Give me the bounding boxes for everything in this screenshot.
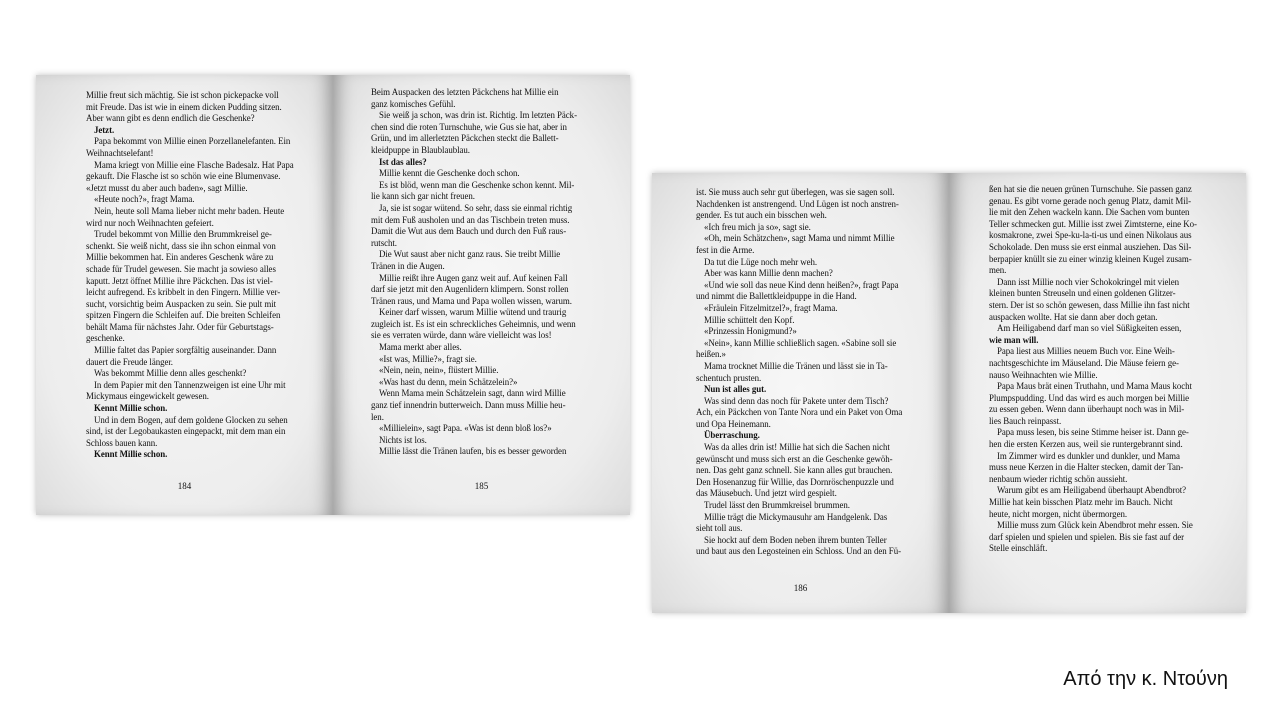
- text-line: Ist das alles?: [379, 156, 427, 167]
- text-line: zugleich ist. Es ist ein schreckliches Geheimnis, und wenn: [371, 318, 576, 329]
- text-line: und Opa Heinemann.: [696, 418, 771, 429]
- text-line: schenkt. Sie weiß nicht, dass sie ihn schon einmal von: [86, 240, 276, 251]
- text-line: nauso Weihnachten wie Millie.: [989, 369, 1098, 380]
- text-line: Papa muss lesen, bis seine Stimme heiser ist. Dann ge-: [997, 427, 1189, 438]
- text-line: kleinen bunten Streuseln und einen goldenen Glitzer-: [989, 288, 1176, 299]
- text-line: Im Zimmer wird es dunkler und dunkler, und Mama: [997, 450, 1180, 461]
- text-line: stern. Der ist so schön gewesen, dass Millie ihn fast nicht: [989, 299, 1190, 310]
- text-line: behält Mama für nächstes Jahr. Oder für Geburtstags-: [86, 321, 274, 332]
- text-line: und nimmt die Ballettkleidpuppe in die Hand.: [696, 291, 857, 302]
- page-number: 185: [474, 481, 489, 491]
- text-line: Schokolade. Den muss sie erst einmal ausziehen. Das Sil-: [989, 241, 1192, 252]
- text-line: Den Hosenanzug für Willie, das Dornröschenpuzzle und: [696, 476, 894, 487]
- text-line: Millie faltet das Papier sorgfältig auseinander. Dann: [94, 345, 277, 356]
- text-line: Am Heiligabend darf man so viel Süßigkeiten essen,: [997, 323, 1182, 334]
- text-line: heißen.»: [696, 349, 726, 360]
- text-line: Mama trocknet Millie die Tränen und lässt sie in Ta-: [704, 360, 888, 371]
- text-line: Teller schmecken gut. Millie isst zwei Zimtsterne, eine Ko-: [989, 218, 1197, 229]
- text-line: «Fräulein Fitzelmitzel?», fragt Mama.: [704, 302, 838, 313]
- text-line: men.: [989, 265, 1007, 276]
- text-line: Millie muss zum Glück kein Abendbrot mehr essen. Sie: [997, 520, 1193, 531]
- text-line: nenbaum wieder richtig schön aussieht.: [989, 473, 1128, 484]
- text-line: spitzen Fingern die Schleifen auf. Die breiten Schleifen: [86, 310, 281, 321]
- text-line: Plumpspudding. Und das wird es auch morgen bei Millie: [989, 392, 1190, 403]
- text-line: Millie lässt die Tränen laufen, bis es besser geworden: [379, 446, 567, 457]
- text-line: lie mit den Zehen wackeln kann. Die Sachen vom bunten: [989, 207, 1190, 218]
- text-line: «Nein», kann Millie schließlich sagen. «Sabine soll sie: [704, 337, 897, 348]
- text-line: Schloss bauen kann.: [86, 437, 158, 448]
- page-text: [989, 184, 1220, 555]
- text-line: heute, nicht morgen, nicht übermorgen.: [989, 508, 1128, 519]
- text-line: Stelle einschläft.: [989, 543, 1048, 554]
- text-line: hen die ersten Kerzen aus, weil sie runtergebrannt sind.: [989, 439, 1183, 450]
- text-line: sucht, vorsichtig beim Auspacken zu sein. Sie pult mit: [86, 298, 277, 309]
- text-line: geschenke.: [86, 333, 125, 344]
- text-line: darf spielen und spielen und spielen. Bis sie fast auf der: [989, 531, 1185, 542]
- text-line: Ach, ein Päckchen von Tante Nora und ein Paket von Oma: [696, 407, 903, 418]
- text-line: Jetzt.: [94, 124, 115, 135]
- text-line: Grün, und im allerletzten Päckchen steckt die Ballett-: [371, 133, 559, 144]
- text-line: Aber wann gibt es denn endlich die Geschenke?: [86, 113, 255, 124]
- credit-caption: Από την κ. Ντούνη: [1063, 668, 1228, 690]
- text-line: Millie freut sich mächtig. Sie ist schon pickepacke voll: [86, 90, 279, 100]
- text-line: sieht toll aus.: [696, 523, 743, 534]
- text-line: Papa liest aus Millies neuem Buch vor. Eine Weih-: [997, 346, 1175, 357]
- text-line: Nun ist alles gut.: [704, 384, 767, 395]
- text-line: kaputt. Jetzt öffnet Millie ihre Päckchen. Das ist viel-: [86, 275, 273, 286]
- text-line: auspacken wollte. Hat sie dann aber doch getan.: [989, 311, 1158, 322]
- text-line: Nein, heute soll Mama lieber nicht mehr baden. Heute: [94, 205, 285, 216]
- text-line: «Heute noch?», fragt Mama.: [94, 194, 195, 205]
- text-line: ganz tief innendrin butterweich. Dann muss Millie heu-: [371, 400, 566, 411]
- page-number: 186: [793, 583, 808, 593]
- text-line: zu essen geben. Wenn dann überhaupt noch was in Mil-: [989, 404, 1185, 415]
- text-line: gender. Es tut auch ein bisschen weh.: [696, 210, 827, 221]
- text-line: ganz komisches Gefühl.: [371, 98, 456, 109]
- text-line: Überraschung.: [704, 430, 760, 441]
- text-line: ßen hat sie die neuen grünen Turnschuhe. Sie passen ganz: [989, 184, 1192, 194]
- text-line: Es ist blöd, wenn man die Geschenke schon kennt. Mil-: [379, 179, 575, 190]
- text-line: «Prinzessin Honigmund?»: [704, 326, 797, 337]
- text-line: lie kann sich gar nicht freuen.: [371, 191, 475, 202]
- text-line: nachtsgeschichte im Mäuseland. Die Mäuse feiern ge-: [989, 357, 1179, 368]
- text-line: das Mäusebuch. Und jetzt wird gespielt.: [696, 488, 837, 499]
- text-line: Beim Auspacken des letzten Päckchens hat Millie ein: [371, 87, 559, 97]
- text-line: schade für Trudel gewesen. Sie macht ja sowieso alles: [86, 263, 276, 274]
- text-line: Warum gibt es am Heiligabend überhaupt Abendbrot?: [997, 485, 1187, 496]
- text-line: chen sind die roten Turnschuhe, wie Gus sie hat, aber in: [371, 121, 567, 132]
- text-line: Trudel lässt den Brummkreisel brummen.: [704, 500, 850, 511]
- page-number: 184: [177, 481, 192, 491]
- text-line: Dann isst Millie noch vier Schokokringel mit vielen: [997, 276, 1180, 287]
- text-line: Millie trägt die Mickymausuhr am Handgelenk. Das: [704, 511, 888, 522]
- book-page-187: [949, 173, 1246, 613]
- text-line: Damit die Wut aus dem Bauch und durch den Fuß raus-: [371, 226, 567, 237]
- text-line: genau. Es gibt vorne gerade noch genug Platz, damit Mil-: [989, 195, 1192, 206]
- text-line: Und in dem Bogen, auf dem goldene Glocken zu sehen: [94, 414, 288, 425]
- text-line: Millie bekommen hat. Ein anderes Geschenk wäre zu: [86, 252, 274, 263]
- text-line: Die Wut saust aber nicht ganz raus. Sie treibt Millie: [379, 249, 561, 260]
- book-page-185: [333, 75, 630, 515]
- text-line: «Was hast du denn, mein Schätzelein?»: [379, 376, 518, 387]
- text-line: Nichts ist los.: [379, 434, 427, 445]
- text-line: Papa Maus brät einen Truthahn, und Mama Maus kocht: [997, 381, 1192, 392]
- text-line: Was da alles drin ist! Millie hat sich die Sachen nicht: [704, 442, 890, 453]
- text-line: nen. Das geht ganz schnell. Sie kann alles gut brauchen.: [696, 465, 893, 476]
- text-line: Weihnachtselefant!: [86, 147, 154, 158]
- text-line: kosmakrone, zwei Spe-ku-la-ti-us und einen Nikolaus aus: [989, 230, 1192, 241]
- text-line: berpapier knüllt sie zu einer winzig kleinen Kugel zusam-: [989, 253, 1192, 264]
- text-line: In dem Papier mit den Tannenzweigen ist eine Uhr mit: [94, 379, 286, 390]
- text-line: Tränen raus, und Mama und Papa wollen wissen, warum.: [371, 295, 572, 306]
- book-page-186: [652, 173, 949, 613]
- text-line: schentuch prusten.: [696, 372, 762, 383]
- text-line: wie man will.: [989, 334, 1039, 345]
- text-line: leicht aufregend. Es kribbelt in den Fingern. Millie ver-: [86, 287, 281, 298]
- text-line: Sie weiß ja schon, was drin ist. Richtig. Im letzten Päck-: [379, 110, 577, 121]
- text-line: Millie schüttelt den Kopf.: [704, 314, 795, 325]
- text-line: wird nur noch Weihnachten gefeiert.: [86, 217, 214, 228]
- text-line: sie es verraten würde, dann wäre vielleicht was los!: [371, 330, 552, 341]
- text-line: gekauft. Die Flasche ist so schön wie eine Blumenvase.: [86, 171, 281, 182]
- text-line: «Ich freu mich ja so», sagt sie.: [704, 221, 811, 232]
- text-line: Was sind denn das noch für Pakete unter dem Tisch?: [704, 395, 889, 406]
- book-spread-184-185: [36, 75, 630, 515]
- text-line: Mama kriegt von Millie eine Flasche Badesalz. Hat Papa: [94, 159, 294, 170]
- text-line: Aber was kann Millie denn machen?: [704, 268, 833, 279]
- text-line: sind, ist der Legobaukasten eingepackt, mit dem man ein: [86, 426, 286, 437]
- text-line: Was bekommt Millie denn alles geschenkt?: [94, 368, 247, 379]
- text-line: Nachdenken ist anstrengend. Und Lügen ist noch anstren-: [696, 198, 899, 209]
- text-line: Trudel bekommt von Millie den Brummkreisel ge-: [94, 229, 272, 240]
- text-line: «Oh, mein Schätzchen», sagt Mama und nimmt Millie: [704, 233, 895, 244]
- text-line: Millie hat kein bisschen Platz mehr im Bauch. Nicht: [989, 497, 1173, 508]
- text-line: darf sie jetzt mit den Augenlidern klimpern. Sonst rollen: [371, 284, 569, 295]
- text-line: rutscht.: [371, 237, 397, 248]
- text-line: mit Freude. Das ist wie in einem dicken Pudding sitzen.: [86, 101, 282, 112]
- text-line: Kennt Millie schon.: [94, 449, 168, 460]
- text-line: mit dem Fuß ausholen und an das Tischbein treten muss.: [371, 214, 570, 225]
- text-line: len.: [371, 411, 384, 422]
- text-line: Millie reißt ihre Augen ganz weit auf. Auf keinen Fall: [379, 272, 568, 283]
- page-text: [371, 87, 592, 458]
- text-line: und baut aus den Legosteinen ein Schloss. Und an den Fü-: [696, 546, 901, 557]
- page-text: [86, 90, 303, 461]
- text-line: Papa bekommt von Millie einen Porzellanelefanten. Ein: [94, 136, 291, 147]
- text-line: Ja, sie ist sogar wütend. So sehr, dass sie einmal richtig: [379, 202, 573, 213]
- text-line: kleidpuppe in Blaublaublau.: [371, 144, 470, 155]
- text-line: Wenn Mama mein Schätzelein sagt, dann wird Millie: [379, 388, 566, 399]
- text-line: lies Bauch reinpasst.: [989, 415, 1062, 426]
- text-line: Mickymaus eingewickelt gewesen.: [86, 391, 209, 402]
- text-line: «Nein, nein, nein», flüstert Millie.: [379, 365, 499, 376]
- text-line: Millie kennt die Geschenke doch schon.: [379, 168, 520, 179]
- text-line: dauert die Freude länger.: [86, 356, 173, 367]
- text-line: Sie hockt auf dem Boden neben ihrem bunten Teller: [704, 534, 887, 545]
- text-line: Da tut die Lüge noch mehr weh.: [704, 256, 818, 267]
- text-line: «Millielein», sagt Papa. «Was ist denn bloß los?»: [379, 423, 552, 434]
- book-page-184: [36, 75, 333, 515]
- text-line: Kennt Millie schon.: [94, 403, 168, 414]
- text-line: «Ist was, Millie?», fragt sie.: [379, 353, 477, 364]
- text-line: Keiner darf wissen, warum Millie wütend und traurig: [379, 307, 567, 318]
- text-line: «Jetzt musst du aber auch baden», sagt Millie.: [86, 182, 248, 193]
- text-line: ist. Sie muss auch sehr gut überlegen, was sie sagen soll.: [696, 187, 895, 197]
- text-line: Mama merkt aber alles.: [379, 342, 462, 353]
- text-line: gewünscht und muss sich erst an die Geschenke gewöh-: [696, 453, 893, 464]
- text-line: muss neue Kerzen in die Halter stecken, damit der Tan-: [989, 462, 1184, 473]
- page-text: [696, 187, 919, 558]
- text-line: Tränen in die Augen.: [371, 260, 445, 271]
- text-line: «Und wie soll das neue Kind denn heißen?», fragt Papa: [704, 279, 899, 290]
- book-spread-186-187: [652, 173, 1246, 613]
- text-line: fest in die Arme.: [696, 244, 755, 255]
